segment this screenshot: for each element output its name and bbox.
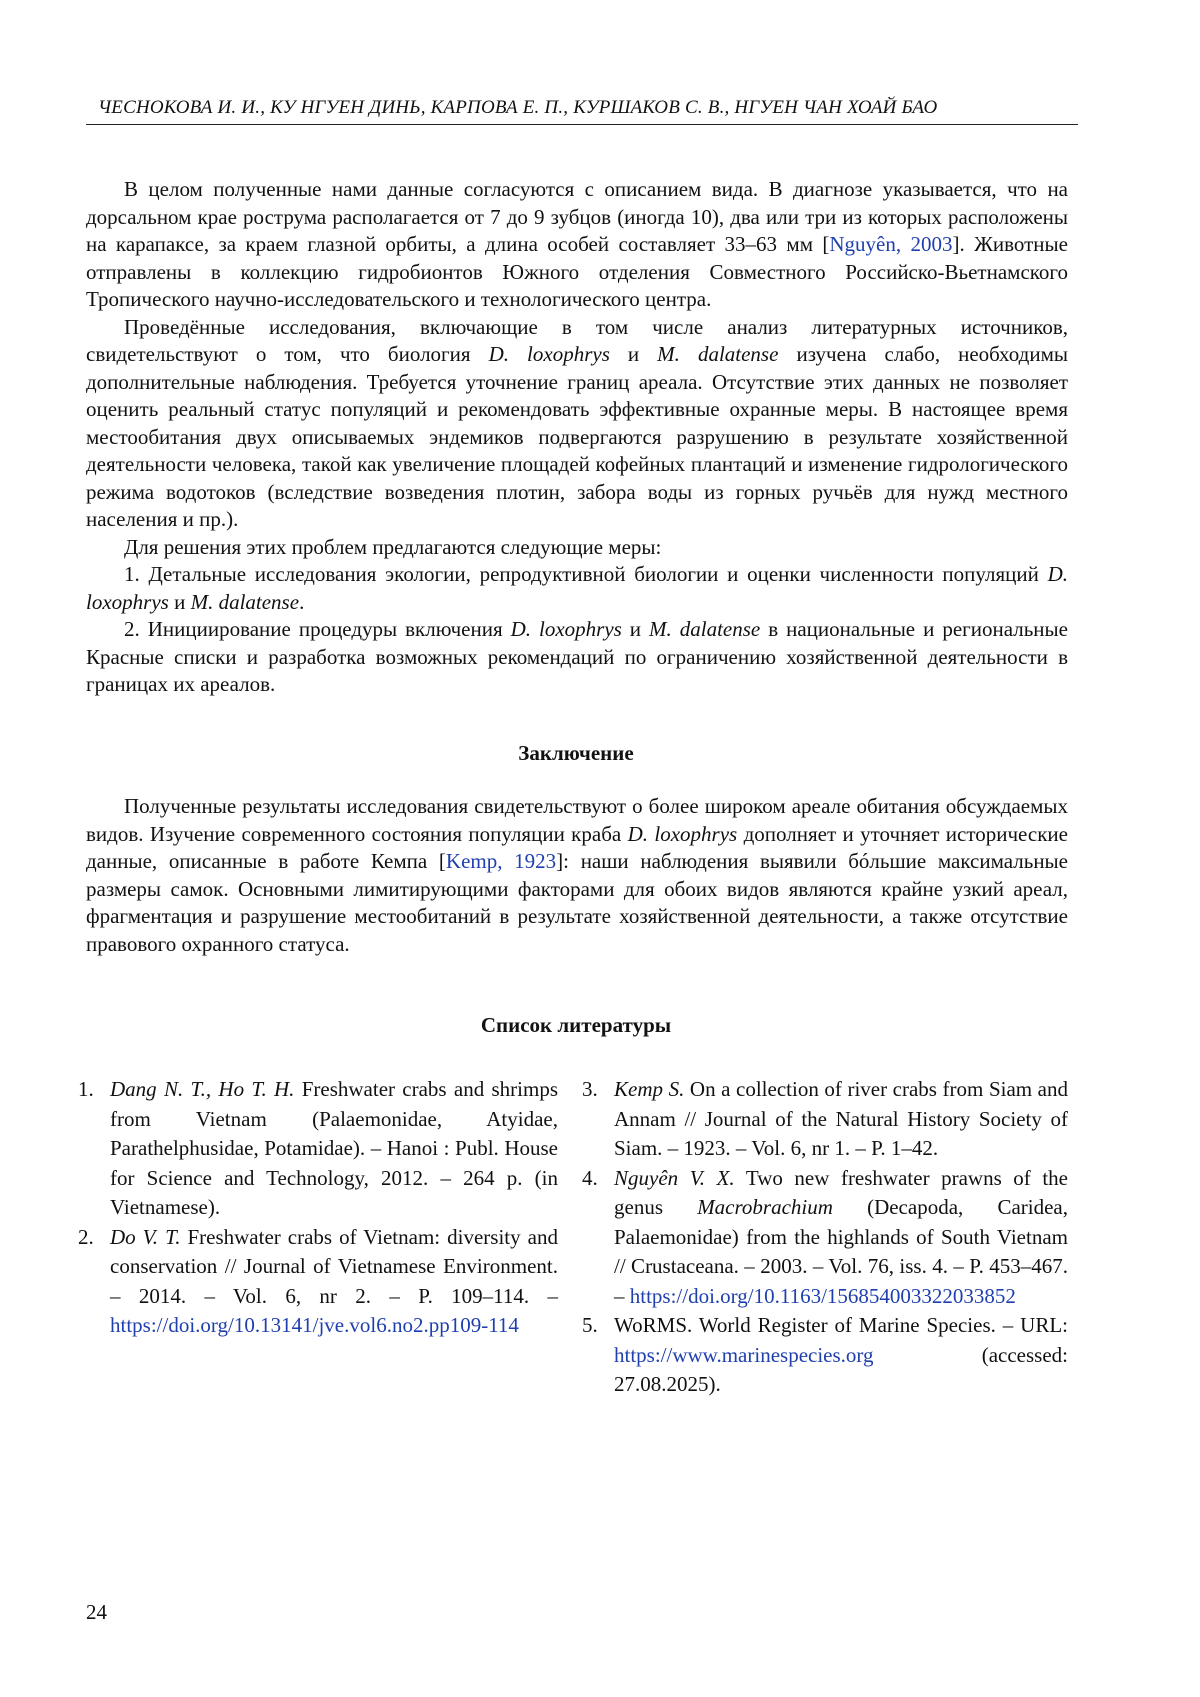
text-run: и — [609, 342, 658, 366]
main-text — [86, 176, 1068, 699]
reference-authors: Kemp S. — [614, 1077, 685, 1101]
text-run: и — [168, 589, 191, 614]
references-heading: Список литературы — [480, 1013, 672, 1037]
text-run: Freshwater crabs of Vietnam: diversity and conservation // Journal of Vietnamese Environment. – 2014. – Vol. 6, nr 2. – P. 109–114. – — [110, 1224, 558, 1308]
paragraph — [86, 314, 1068, 534]
species-name: D. loxophrys — [510, 617, 622, 641]
text-run: ]. Животные отправлены в коллекцию гидробионтов Южного отделения Совместного Российско-Вьетнамского Тропического научно-исследовательского и технологического центра. — [86, 232, 1068, 311]
conclusion-text — [86, 793, 1068, 958]
genus-name: Macrobrachium — [697, 1195, 833, 1219]
paragraph — [86, 176, 1068, 314]
reference-authors: Dang N. T., Ho T. H. — [110, 1077, 295, 1101]
reference-body — [110, 1223, 558, 1341]
url-link[interactable]: https://www.marinespecies.org — [614, 1342, 874, 1367]
text-run: Проведённые исследования, включающие в том числе анализ литературных источников, свидетельствуют о том, что биология — [86, 314, 1068, 366]
page-number: 24 — [86, 1600, 107, 1624]
text-run: (Decapoda, Caridea, Palaemonidae) from the highlands of South Vietnam // Crustaceana. – 2003. – Vol. 76, iss. 4. – P. 453–467. – — [614, 1195, 1068, 1308]
reference-authors: Do V. T. — [110, 1224, 181, 1249]
reference-number: 1. — [78, 1077, 94, 1101]
paragraph — [86, 793, 1068, 958]
text-run: (accessed: 27.08.2025). — [614, 1342, 1068, 1396]
reference-number: 3. — [582, 1077, 598, 1101]
reference-body — [614, 1164, 1068, 1312]
text-run: ]: наши наблюдения выявили бóльшие максимальные размеры самок. Основными лимитирующими факторами для обоих видов являются крайне узкий ареал, фрагментация и разрушение местообитаний в результате хозяйственной деятельности, а также отсутствие правового охранного статуса. — [86, 849, 1068, 956]
species-name: M. dalatense — [649, 617, 761, 641]
text-run: в национальные и региональные Красные списки и разработка возможных рекомендаций по ограничению хозяйственной деятельности в границах их ареалов. — [86, 617, 1068, 696]
text-run: Полученные результаты исследования свидетельствуют о более широком ареале обитания обсуждаемых видов. Изучение современного состояния популяции краба — [86, 794, 1068, 846]
running-header — [86, 96, 1078, 125]
text-run: и — [621, 617, 650, 641]
reference-item — [582, 1075, 1068, 1164]
species-name: M. dalatense — [657, 342, 779, 366]
references-column-left — [78, 1075, 558, 1341]
reference-authors: Nguyên V. X. — [614, 1165, 735, 1190]
conclusion-heading: Заключение — [518, 741, 634, 765]
citation-link[interactable]: Nguyên, 2003 — [829, 232, 953, 256]
text-run: Freshwater crabs and shrimps from Vietnam (Palaemonidae, Atyidae, Parathelphusidae, Potamidae). – Hanoi : Publ. House for Science and Technology, 2012. – 264 p. (in Vietnamese). — [110, 1077, 558, 1219]
text-run: Для решения этих проблем предлагаются следующие меры: — [124, 534, 662, 559]
doi-link[interactable]: https://doi.org/10.1163/156854003322033852 — [629, 1283, 1016, 1308]
species-name: D. loxophrys — [627, 821, 738, 846]
reference-item — [582, 1164, 1068, 1312]
reference-item — [78, 1223, 558, 1341]
text-run: 1. Детальные исследования экологии, репродуктивной биологии и оценки численности популяций — [124, 562, 1048, 586]
reference-body — [614, 1075, 1068, 1164]
citation-link[interactable]: Kemp, 1923 — [445, 849, 557, 873]
reference-number: 5. — [582, 1313, 598, 1337]
species-name: M. dalatense — [190, 589, 300, 614]
text-run: On a collection of river crabs from Siam and Annam // Journal of the Natural History Society of Siam. – 1923. – Vol. 6, nr 1. – P. 1–42. — [614, 1077, 1068, 1160]
reference-number: 4. — [582, 1165, 598, 1190]
species-name: D. loxophrys — [86, 562, 1068, 614]
text-run: изучена слабо, необходимы дополнительные наблюдения. Требуется уточнение границ ареала. Отсутствие этих данных не позволяет оценить реальный статус популяций и рекомендовать эффективные охранные меры. В настоящее время местообитания двух описываемых эндемиков подвергаются разрушению в результате хозяйственной деятельности человека, такой как увеличение площадей кофейных плантаций и изменение гидрологического режима водотоков (вследствие возведения плотин, забора воды из горных ручьёв для нужд местного населения и пр.). — [86, 342, 1068, 531]
paragraph — [86, 561, 1068, 616]
paragraph — [86, 616, 1068, 699]
species-name: D. loxophrys — [488, 342, 610, 366]
text-run: . — [299, 589, 305, 614]
doi-link[interactable]: https://doi.org/10.13141/jve.vol6.no2.pp109-114 — [110, 1313, 519, 1337]
reference-body — [110, 1075, 558, 1223]
text-run: 2. Инициирование процедуры включения — [124, 617, 511, 641]
reference-item — [582, 1311, 1068, 1400]
reference-item — [78, 1075, 558, 1223]
header-authors: ЧЕСНОКОВА И. И., КУ НГУЕН ДИНЬ, КАРПОВА Е. П., КУРШАКОВ С. В., НГУЕН ЧАН ХОАЙ БАО — [98, 97, 938, 118]
text-run: WoRMS. World Register of Marine Species. – URL: — [614, 1313, 1068, 1337]
text-run: В целом полученные нами данные согласуются с описанием вида. В диагнозе указывается, что на дорсальном крае рострума располагается от 7 до 9 зубцов (иногда 10), два или три из которых расположены на карапаксе, за краем глазной орбиты, а длина особей составляет 33–63 мм [ — [86, 177, 1068, 256]
text-run: Two new freshwater prawns of the genus — [614, 1165, 1068, 1219]
reference-number: 2. — [78, 1224, 94, 1249]
references-column-right — [582, 1075, 1068, 1400]
paragraph — [86, 534, 1068, 562]
reference-body — [614, 1311, 1068, 1400]
text-run: дополняет и уточняет исторические данные, описанные в работе Кемпа [ — [86, 821, 1068, 873]
